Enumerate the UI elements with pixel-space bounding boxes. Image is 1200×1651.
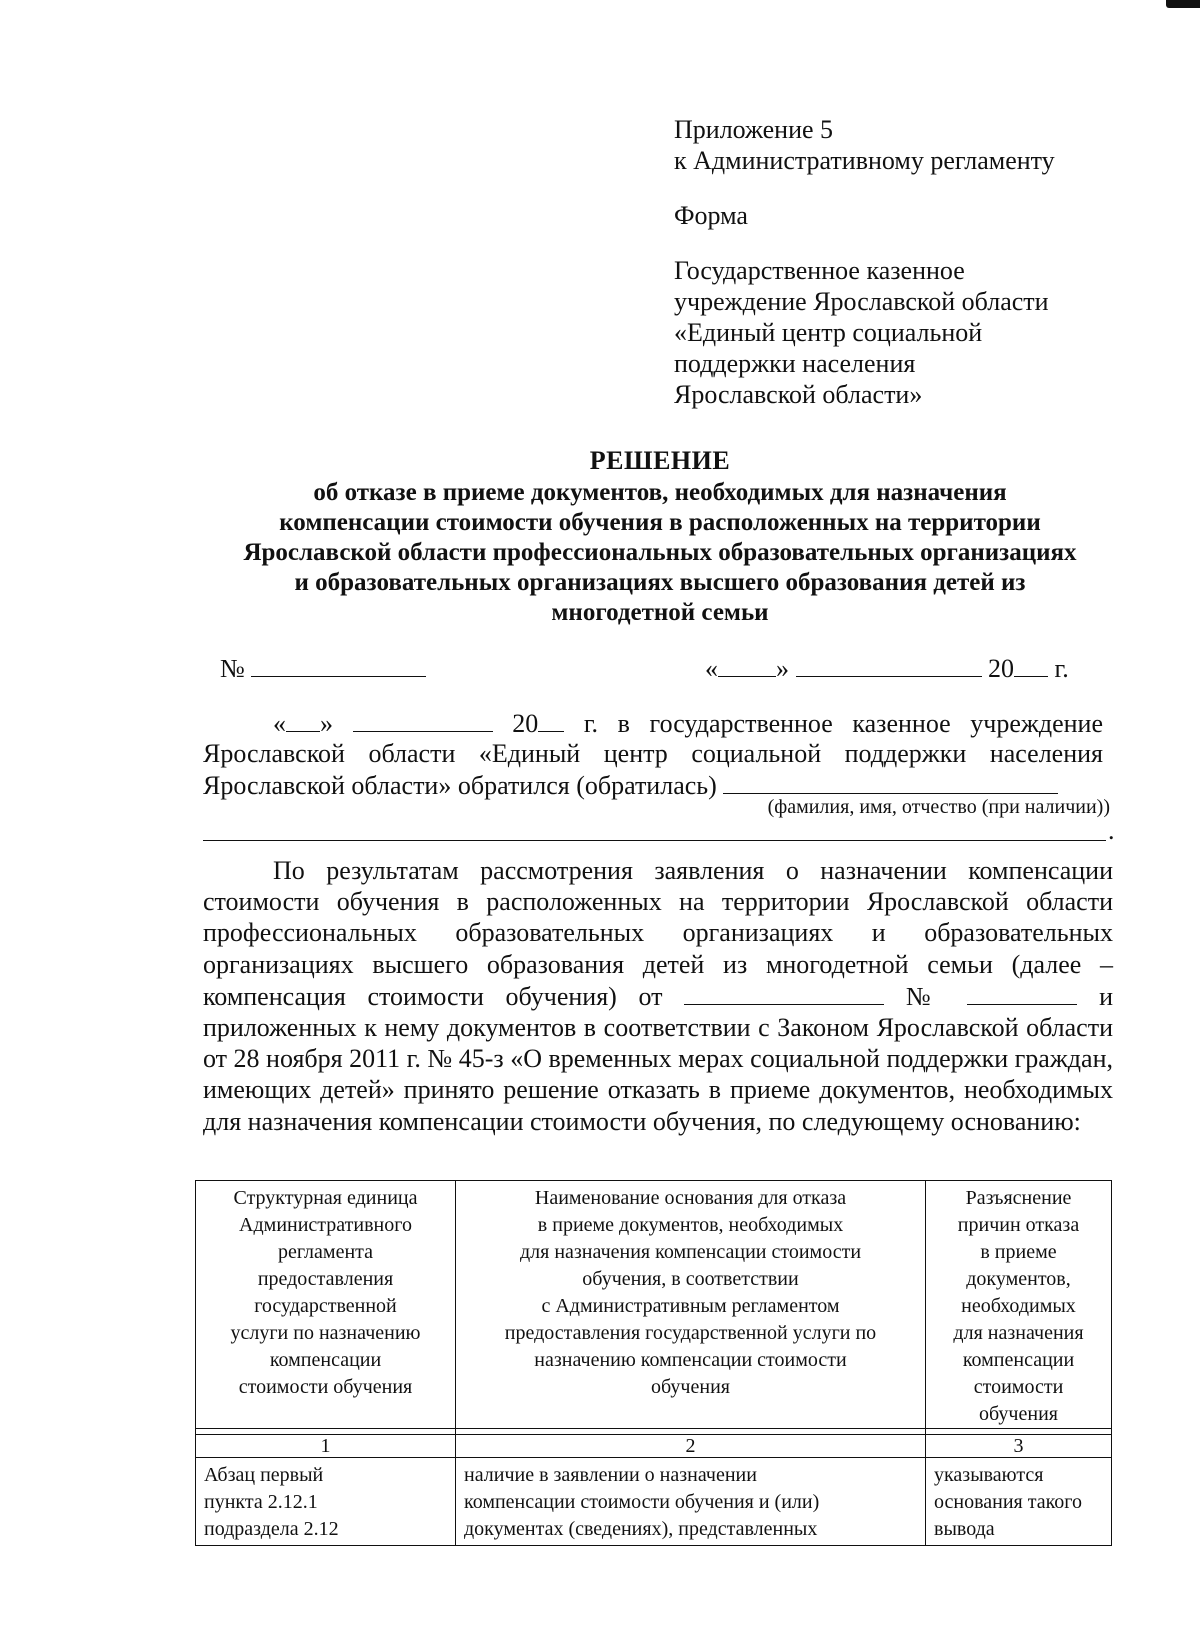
year-blank[interactable] (1014, 652, 1048, 677)
body-text-part1: По результатам рассмотрения заявления о назначении компенсации стоимости обучения в расположенных на территории Ярославской области профессиональных образовательных организациях и образовательных организациях высшего образования детей из многодетной семьи (далее – компенсация стоимости обучения) от (203, 856, 1113, 1011)
month-blank[interactable] (353, 707, 493, 732)
table-row (196, 1458, 1112, 1546)
title-line: Ярославской области профессиональных образовательных организациях (243, 539, 1077, 566)
institution-line: Ярославской области» (674, 380, 923, 409)
table-cell: Абзац первый пункта 2.12.1 подраздела 2.12 (196, 1458, 456, 1546)
intro-line-2: Ярославской области «Единый центр социальной поддержки населения (203, 739, 1103, 768)
title-line: компенсации стоимости обучения в расположенных на территории (279, 509, 1041, 536)
applicant-name-continuation-blank[interactable] (203, 840, 1106, 841)
year-suffix: г. (1054, 654, 1069, 683)
table-header-cell: Структурная единица Административного регламента предоставления государственной услуги по назначению компенсации стоимости обучения (196, 1181, 456, 1429)
table-column-numbers-row (196, 1435, 1112, 1458)
intro-text: г. в государственное казенное учреждение (583, 709, 1103, 738)
quote-close: » (776, 654, 789, 683)
year-prefix: 20 (988, 654, 1014, 683)
day-blank[interactable] (286, 707, 320, 732)
body-text-part2: и приложенных к нему документов в соответствии с Законом Ярославской области от 28 ноября 2011 г. № 45-з «О временных мерах социальной поддержки граждан, имеющих детей» принято решение отказать в приеме документов, необходимых для назначения компенсации стоимости обучения, по следующему основанию: (203, 981, 1114, 1136)
refusal-grounds-table (195, 1180, 1112, 1546)
institution-line: учреждение Ярославской области (674, 287, 1049, 316)
title-line: многодетной семьи (551, 599, 769, 626)
end-dot: . (1108, 816, 1115, 845)
table-cell: указываются основания такого вывода (926, 1458, 1112, 1546)
decision-date-field (705, 652, 1069, 684)
day-blank[interactable] (718, 652, 776, 677)
applicant-name-blank[interactable] (723, 769, 1058, 794)
table-header-cell: Наименование основания для отказа в приеме документов, необходимых для назначения компенсации стоимости обучения, в соответствии с Административным регламентом предоставления государственной услуги по назначению компенсации стоимости обучения (456, 1181, 926, 1429)
intro-text: Ярославской области» обратился (обратилась) (203, 771, 717, 800)
title-main: РЕШЕНИЕ (589, 446, 731, 475)
intro-line-1 (273, 707, 1103, 739)
year-prefix: 20 (512, 709, 539, 738)
institution-line: Государственное казенное (674, 256, 965, 285)
quote-open: « (705, 654, 718, 683)
quote-open: « (273, 709, 286, 738)
header-block (674, 114, 1055, 410)
appendix-reference: к Административному регламенту (674, 146, 1055, 175)
year-blank[interactable] (538, 707, 564, 732)
document-title (190, 446, 1130, 628)
appendix-number: Приложение 5 (674, 115, 834, 144)
number-label: № (905, 981, 946, 1011)
table-cell: наличие в заявлении о назначении компенсации стоимости обучения и (или) документах (сведениях), представленных (456, 1458, 926, 1546)
application-date-blank[interactable] (684, 980, 884, 1005)
column-number: 3 (926, 1435, 1112, 1458)
form-label: Форма (674, 201, 748, 230)
number-label: № (220, 654, 245, 683)
body-paragraph (203, 855, 1113, 1137)
decision-number-blank[interactable] (251, 652, 426, 677)
application-number-blank[interactable] (967, 980, 1077, 1005)
page-edge-mark (1166, 0, 1200, 8)
table-header-row (196, 1181, 1112, 1429)
name-caption: (фамилия, имя, отчество (при наличии)) (767, 796, 1110, 818)
decision-number-field (220, 652, 426, 684)
quote-close: » (320, 709, 333, 738)
column-number: 2 (456, 1435, 926, 1458)
month-blank[interactable] (796, 652, 982, 677)
institution-line: поддержки населения (674, 349, 916, 378)
title-line: и образовательных организациях высшего образования детей из (294, 569, 1026, 596)
institution-line: «Единый центр социальной (674, 318, 983, 347)
table-header-cell: Разъяснение причин отказа в приеме документов, необходимых для назначения компенсации стоимости обучения (926, 1181, 1112, 1429)
title-line: об отказе в приеме документов, необходимых для назначения (313, 479, 1007, 506)
column-number: 1 (196, 1435, 456, 1458)
